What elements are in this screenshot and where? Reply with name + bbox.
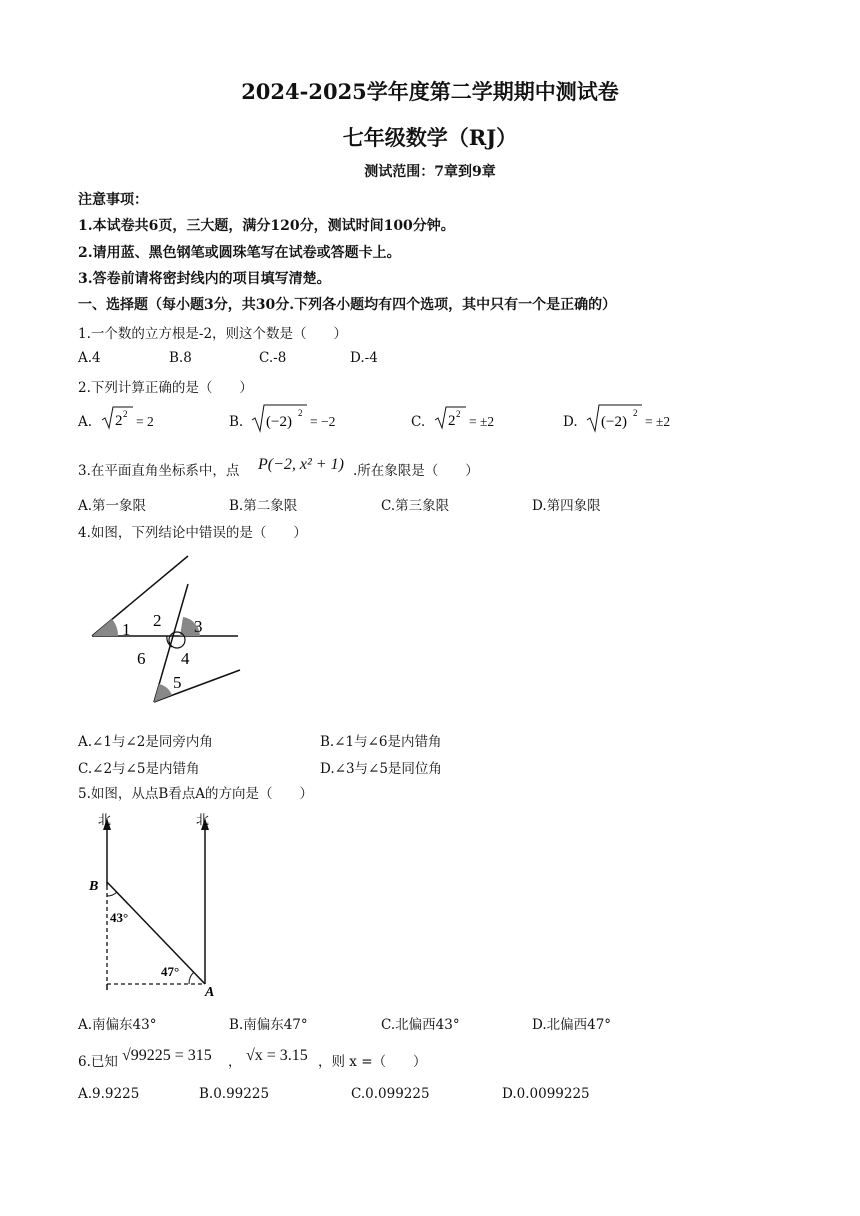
fig-label: 4 — [181, 649, 190, 668]
note-item: 3.答卷前请将密封线内的项目填写清楚。 — [78, 271, 331, 287]
option-result: = ±2 — [645, 414, 671, 429]
option: B.0.99225 — [199, 1086, 270, 1102]
option: A.9.9225 — [78, 1086, 140, 1102]
sqrt-expression — [585, 402, 643, 434]
svg-text:2: 2 — [123, 409, 128, 419]
fig-label: 3 — [194, 617, 203, 636]
fig-label: A — [205, 985, 215, 1000]
option-label: B. — [229, 414, 244, 430]
note-item: 1.本试卷共6页，三大题，满分120分，测试时间100分钟。 — [78, 218, 455, 234]
notes-heading: 注意事项： — [78, 192, 148, 208]
question-stem: 3.在平面直角坐标系中，点 — [78, 463, 240, 479]
option: C.∠2与∠5是内错角 — [78, 761, 200, 777]
option-label: D. — [563, 414, 578, 430]
option: C.第三象限 — [381, 498, 450, 514]
sqrt-expression — [250, 402, 308, 434]
option: C.0.099225 — [351, 1086, 430, 1102]
option-result: = −2 — [310, 414, 336, 429]
option-result: = 2 — [136, 414, 154, 429]
page-title: 2024-2025学年度第二学期期中测试卷 — [241, 79, 619, 104]
given-expression: √x = 3.15 — [246, 1047, 308, 1064]
given-expression: √99225 = 315 — [122, 1047, 212, 1064]
direction-figure — [84, 806, 234, 1000]
question-stem: 6.已知 — [78, 1054, 118, 1070]
option: C.北偏西43° — [381, 1017, 460, 1033]
angles-figure — [80, 548, 250, 708]
option: B.∠1与∠6是内错角 — [320, 734, 442, 750]
option: B.南偏东47° — [229, 1017, 308, 1033]
fig-label: 北 — [196, 812, 210, 827]
option: D.第四象限 — [532, 498, 601, 514]
note-item: 2.请用蓝、黑色钢笔或圆珠笔写在试卷或答题卡上。 — [78, 245, 401, 261]
option: A.第一象限 — [78, 498, 147, 514]
test-scope: 测试范围：7章到9章 — [364, 164, 496, 180]
question-stem: 5.如图，从点B看点A的方向是（ ） — [78, 786, 314, 802]
point-expression: P(−2, x² + 1) — [258, 456, 344, 473]
fig-label: 47° — [161, 964, 180, 979]
svg-text:2: 2 — [448, 413, 456, 429]
option-result: = ±2 — [469, 414, 495, 429]
svg-text:(−2): (−2) — [601, 414, 627, 430]
question-stem: .所在象限是（ ） — [353, 463, 479, 479]
option: D.∠3与∠5是同位角 — [320, 761, 442, 777]
page-subtitle: 七年级数学（RJ） — [342, 125, 518, 150]
option: C.-8 — [259, 350, 287, 366]
option-label: A. — [78, 414, 93, 430]
question-stem: 1.一个数的立方根是-2，则这个数是（ ） — [78, 326, 348, 342]
option-label: C. — [411, 414, 426, 430]
svg-text:2: 2 — [115, 413, 123, 429]
fig-label: 2 — [153, 611, 162, 630]
question-stem: 2.下列计算正确的是（ ） — [78, 380, 253, 396]
option: A.∠1与∠2是同旁内角 — [78, 734, 213, 750]
fig-label: 43° — [110, 910, 129, 925]
option: D.0.0099225 — [502, 1086, 590, 1102]
fig-label: 5 — [173, 673, 182, 692]
fig-label: 1 — [122, 620, 131, 639]
option: D.-4 — [350, 350, 378, 366]
svg-text:2: 2 — [298, 408, 303, 418]
section-heading: 一、选择题（每小题3分，共30分.下列各小题均有四个选项，其中只有一个是正确的） — [78, 297, 617, 313]
question-stem: 4.如图，下列结论中错误的是（ ） — [78, 525, 307, 541]
sqrt-expression — [100, 404, 134, 432]
option: D.北偏西47° — [532, 1017, 612, 1033]
fig-label: 北 — [98, 812, 112, 827]
fig-label: 6 — [137, 649, 146, 668]
angle-1-shade — [92, 619, 118, 636]
option: A.4 — [78, 350, 101, 366]
fig-label: B — [89, 879, 99, 894]
sqrt-expression — [433, 404, 467, 432]
option: B.8 — [169, 350, 192, 366]
svg-text:2: 2 — [456, 409, 461, 419]
option: B.第二象限 — [229, 498, 298, 514]
option: A.南偏东43° — [78, 1017, 157, 1033]
question-stem: ，则 x =（ ） — [318, 1054, 427, 1070]
svg-text:(−2): (−2) — [266, 414, 292, 430]
svg-text:2: 2 — [633, 408, 638, 418]
separator: ， — [228, 1054, 242, 1070]
